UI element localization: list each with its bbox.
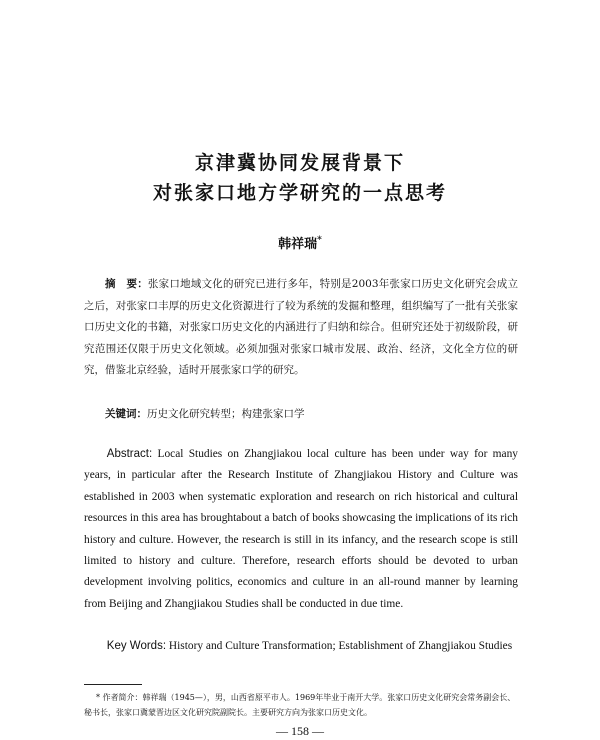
chinese-keywords-label: 关键词： bbox=[105, 408, 147, 420]
author-footnote-marker[interactable]: * bbox=[317, 235, 322, 246]
author-footnote: * 作者简介：韩祥瑞（1945—），男，山西省原平市人。1969年毕业于南开大学。张家口历史文化研究会常务副会长、秘书长，张家口冀蒙晋边区文化研究院副院长。主要研究方向为张家口历史文化。 bbox=[84, 693, 516, 717]
chinese-keywords bbox=[84, 404, 518, 425]
author-line bbox=[0, 233, 600, 252]
author-name: 韩祥瑞 bbox=[278, 237, 318, 252]
paper-title-line-1: 京津冀协同发展背景下 bbox=[194, 152, 405, 174]
english-abstract-label: Abstract: bbox=[106, 448, 153, 460]
chinese-abstract-text: 张家口地域文化的研究已进行多年，特别是2003年张家口历史文化研究会成立之后，对张家口丰厚的历史文化资源进行了较为系统的发掘和整理，组织编写了一批有关张家口历史文化的书籍，对张家口历史文化的内涵进行了归纳和综合。但研究还处于初级阶段，研究范围还仅限于历史文化领域。必须加强对张家口城市发展、政治、经济，文化全方位的研究，借鉴北京经验，适时开展张家口学的研究。 bbox=[84, 278, 518, 377]
page-number: — 158 — bbox=[276, 724, 324, 738]
english-abstract bbox=[84, 444, 518, 615]
english-keywords bbox=[84, 636, 518, 657]
footnote-divider bbox=[84, 684, 142, 685]
english-keywords-text: History and Culture Transformation; Establishment of Zhangjiakou Studies bbox=[168, 640, 513, 652]
chinese-abstract bbox=[84, 274, 518, 382]
paper-title-line-2: 对张家口地方学研究的一点思考 bbox=[152, 182, 447, 204]
english-abstract-text: Local Studies on Zhangjiakou local culture has been under way for many years, in particular after the Research Institute of Zhangjiakou History and Culture was established in 2003 when systematic exploration and research on rich historical and cultural resources in this area has broughtabout a batch of books showcasing the implications of its rich history and culture. However, the research is still in its infancy, and the research scope is still limited to history and culture. Therefore, research efforts should be devoted to urban development involving politics, economics and culture in an all-round manner by learning from Beijing and Zhangjiakou Studies shall be conducted in due time. bbox=[84, 448, 518, 610]
chinese-abstract-label: 摘 要： bbox=[105, 278, 148, 290]
english-keywords-label: Key Words: bbox=[106, 640, 167, 652]
chinese-keywords-text: 历史文化研究转型；构建张家口学 bbox=[147, 408, 305, 420]
